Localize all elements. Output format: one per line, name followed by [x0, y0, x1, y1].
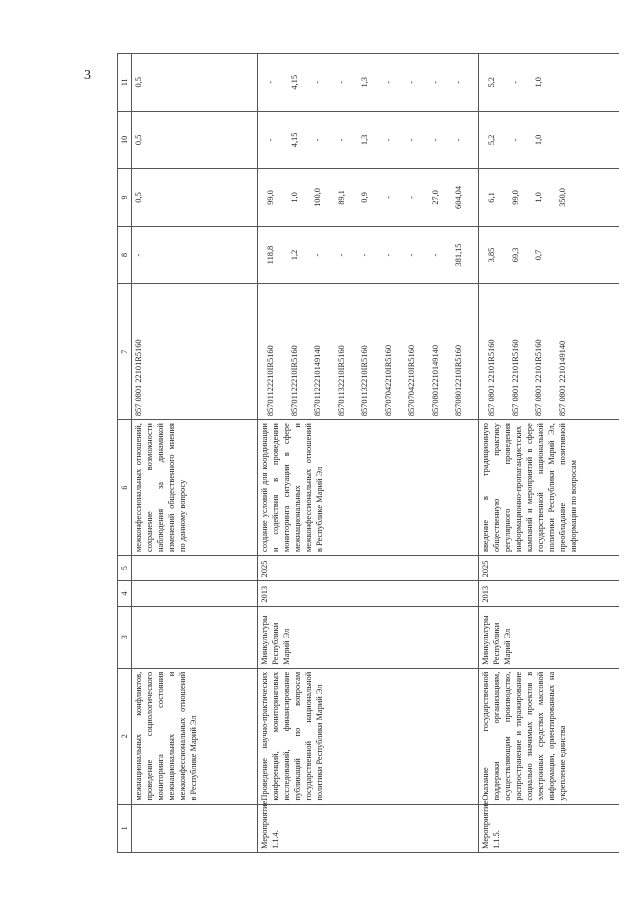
cell-description: Оказание государственной поддержки организациям, осуществляющим производство, распространение и тиражирование социально значимых проектов в электронных средствах массовой информации, ориентированных на укрепление единства [479, 668, 619, 804]
value: - [336, 138, 346, 142]
value: - [336, 80, 346, 84]
value: - [266, 138, 275, 142]
kbc-line: 85701122210149140 [313, 345, 322, 417]
col-header: 5 [118, 556, 132, 581]
value: 89,1 [336, 190, 346, 205]
cell-kbc-list [258, 284, 479, 420]
value: - [313, 253, 322, 257]
value: - [510, 80, 520, 84]
value: - [313, 138, 322, 142]
value: 5,2 [487, 77, 496, 88]
value: 100,0 [313, 188, 322, 207]
kbc-line: 857 0801 2210149140 [557, 340, 567, 417]
cell-year-end: 2025 [479, 556, 619, 581]
table-row-1-1-4 [258, 54, 479, 853]
cell-values-col11 [479, 54, 619, 112]
rotated-page [117, 53, 617, 853]
value: 1,0 [534, 77, 543, 88]
col-header: 10 [118, 111, 132, 169]
col-header: 2 [118, 668, 132, 804]
kbc-line: 85701132210IR5160 [336, 345, 346, 417]
cell-value: 0,5 [132, 54, 258, 112]
cell-value: 0,5 [132, 111, 258, 169]
value: - [407, 138, 416, 142]
cell-kbc: 857 0801 22101R5160 [132, 284, 258, 420]
kbc-line: 857 0801 22101R5160 [487, 339, 496, 417]
cell-result: введение в традиционную общественную практику регулярного проведения информационно-пропагандистских кампаний и мероприятий в сфере государственной национальной политики Республики Марий Эл, преобладание позитивной информации по вопросам [479, 420, 619, 556]
value: 1,0 [289, 192, 299, 203]
cell-year-start: 2013 [258, 581, 479, 606]
value: - [430, 80, 440, 84]
cell-result: создание условий для координации и содействия в проведении мониторинга ситуации в сфере межнациональных и межконфессиональных отношений в Республике Марий Эл [258, 420, 479, 556]
value: 118,8 [266, 245, 275, 265]
value: - [407, 253, 416, 257]
value: - [313, 80, 322, 84]
value: 3,85 [487, 247, 496, 263]
cell-empty [132, 556, 258, 581]
value: - [383, 80, 393, 84]
kbc-line: 857 0801 22101R5160 [534, 339, 543, 417]
kbc-line: 85701132210IR5160 [360, 345, 369, 417]
value: 1,0 [534, 134, 543, 146]
value: - [454, 138, 463, 142]
value: 604,04 [454, 185, 463, 209]
cell-values-col10 [479, 111, 619, 169]
value: - [430, 253, 440, 257]
table-row-1-1-5 [479, 54, 619, 853]
column-number-row [118, 54, 132, 853]
value: 350,0 [557, 188, 567, 207]
kbc-line: 85707042210IR5160 [383, 344, 393, 417]
cell-kbc-list [479, 284, 619, 420]
value: - [336, 253, 346, 257]
col-header: 1 [118, 804, 132, 852]
cell-values-col10 [258, 111, 479, 169]
kbc-line: 85707042210IR5160 [407, 344, 416, 417]
col-header: 4 [118, 581, 132, 606]
col-header: 6 [118, 420, 132, 556]
cell-year-start: 2013 [479, 581, 619, 606]
cell-result: межконфессиональных отношений, сохранение возможности наблюдения за динамикой изменений общественного мнения по данному вопросу [132, 420, 258, 556]
col-header: 8 [118, 226, 132, 284]
col-header: 11 [118, 54, 132, 112]
kbc-line: 85708012210149140 [430, 344, 440, 417]
col-header: 7 [118, 284, 132, 420]
kbc-line: 857 0801 22101R5160 [510, 339, 520, 417]
value: - [360, 253, 369, 257]
cell-value: - [132, 226, 258, 284]
value: 6,1 [487, 192, 496, 203]
kbc-line: 85701122210IR5160 [289, 345, 299, 417]
value: - [407, 196, 416, 199]
cell-empty [132, 804, 258, 852]
table-row-continuation [132, 54, 258, 853]
value: 4,15 [289, 132, 299, 148]
value: 0,7 [534, 249, 543, 261]
value: 0,9 [360, 192, 369, 203]
cell-empty [132, 606, 258, 668]
cell-value: 0,5 [132, 169, 258, 227]
col-header: 9 [118, 169, 132, 227]
value: 381,15 [454, 243, 463, 267]
cell-description: Проведение научно-практических конференций, мониторинговых исследований, финансирование публикаций по вопросам государственной национальной политики Республики Марий Эл [258, 668, 479, 804]
cell-empty [132, 581, 258, 606]
cell-values-col9 [258, 169, 479, 227]
value: - [383, 253, 393, 257]
value: 99,0 [510, 190, 520, 205]
cell-event-id: Мероприятие 1.1.5. [479, 804, 619, 852]
value: - [510, 138, 520, 142]
cell-description: межнациональных конфликтов, проведение социологического мониторинга состояния межнациональных и межконфессиональных отношений в Республике Марий Эл [132, 668, 258, 804]
cell-executor: Минкультуры Республики Марий Эл [258, 606, 479, 668]
value: 99,0 [266, 190, 275, 205]
cell-year-end: 2025 [258, 556, 479, 581]
value: - [383, 138, 393, 142]
cell-event-id: Мероприятие 1.1.4. [258, 804, 479, 852]
value: 5,2 [487, 134, 496, 146]
cell-executor: Минкультуры Республики Марий Эл [479, 606, 619, 668]
value: - [383, 196, 393, 199]
cell-values-col11 [258, 54, 479, 112]
value: 4,15 [289, 74, 299, 90]
value: - [266, 80, 275, 84]
col-header: 3 [118, 606, 132, 668]
value: 1,3 [360, 134, 369, 146]
cell-values-col8 [479, 226, 619, 284]
value: 1,2 [289, 249, 299, 261]
kbc-line: 85708012210IR5160 [454, 344, 463, 417]
value: 69,3 [510, 247, 520, 263]
value: 1,3 [360, 77, 369, 88]
program-table [117, 53, 619, 853]
value: 27,0 [430, 190, 440, 205]
value: 1,0 [534, 192, 543, 203]
page-number: 3 [84, 68, 91, 83]
cell-values-col9 [479, 169, 619, 227]
kbc-line: 85701122210IR5160 [266, 345, 275, 417]
value: - [430, 138, 440, 142]
cell-values-col8 [258, 226, 479, 284]
value: - [454, 80, 463, 84]
value: - [407, 80, 416, 84]
